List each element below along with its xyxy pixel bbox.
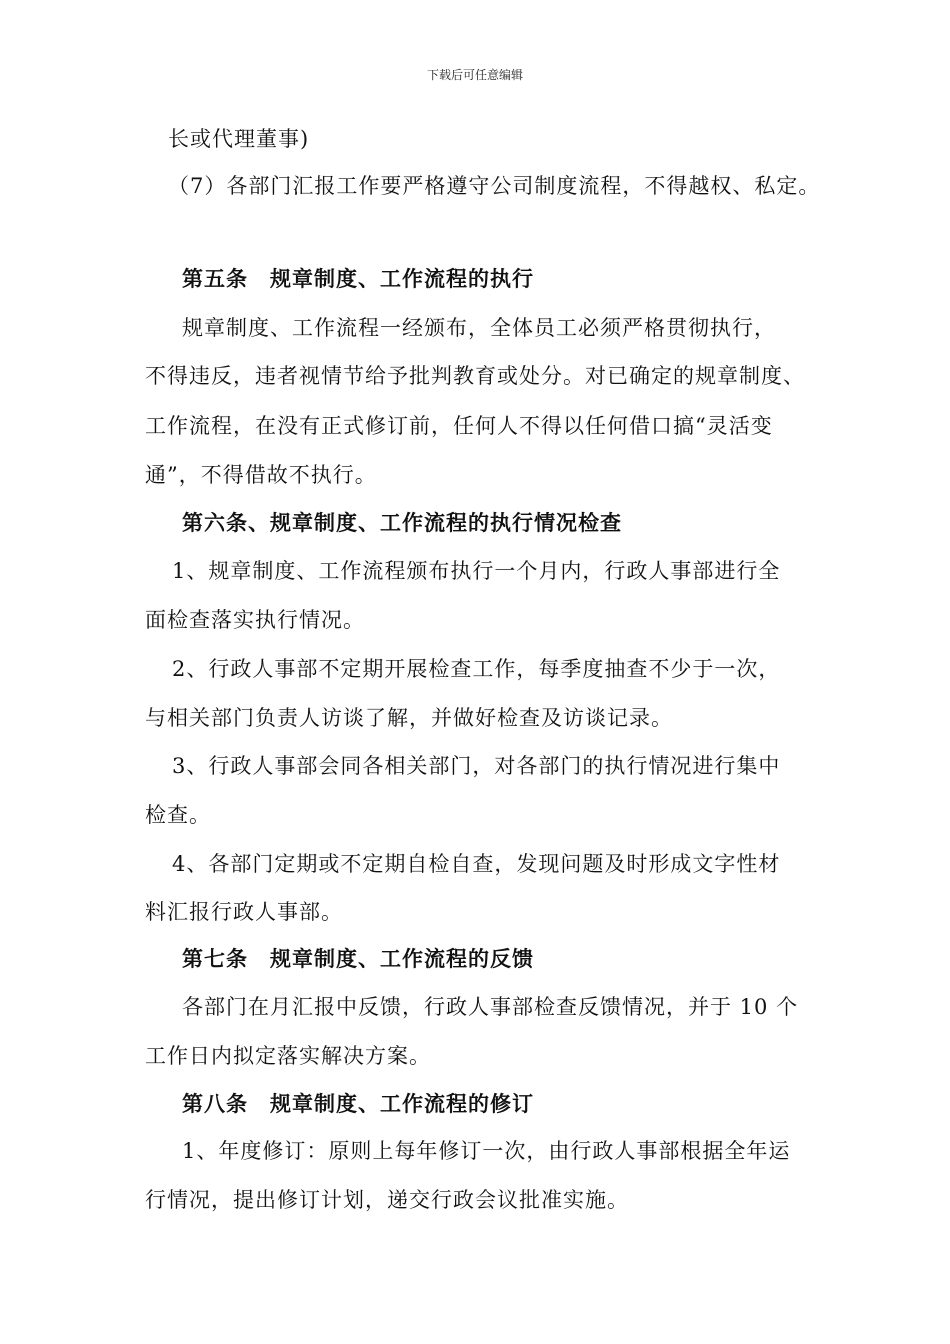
body-line: 料汇报行政人事部。 — [145, 900, 343, 924]
body-line: 行情况，提出修订计划，递交行政会议批准实施。 — [145, 1188, 629, 1212]
section-heading-6: 第六条、规章制度、工作流程的执行情况检查 — [182, 510, 622, 535]
body-line: 通”，不得借故不执行。 — [145, 463, 377, 487]
section-heading-7: 第七条 规章制度、工作流程的反馈 — [182, 946, 534, 971]
body-line: 1、年度修订：原则上每年修订一次，由行政人事部根据全年运 — [182, 1139, 791, 1163]
body-line: 3、行政人事部会同各相关部门，对各部门的执行情况进行集中 — [172, 754, 781, 778]
body-line: 工作流程，在没有正式修订前，任何人不得以任何借口搞“灵活变 — [145, 414, 773, 438]
body-line: （7）各部门汇报工作要严格遵守公司制度流程，不得越权、私定。 — [168, 174, 821, 198]
body-line: 4、各部门定期或不定期自检自查，发现问题及时形成文字性材 — [172, 852, 781, 876]
page-header: 下载后可任意编辑 — [426, 68, 523, 82]
section-heading-5: 第五条 规章制度、工作流程的执行 — [182, 266, 534, 291]
body-line: 2、行政人事部不定期开展检查工作，每季度抽查不少于一次， — [172, 657, 781, 681]
body-line: 长或代理董事) — [168, 127, 310, 151]
body-line: 面检查落实执行情况。 — [145, 608, 365, 632]
body-line: 不得违反，违者视情节给予批判教育或处分。对已确定的规章制度、 — [145, 364, 805, 388]
body-line: 工作日内拟定落实解决方案。 — [145, 1044, 431, 1068]
body-line: 各部门在月汇报中反馈，行政人事部检查反馈情况，并于 10 个 — [182, 995, 799, 1019]
body-line: 规章制度、工作流程一经颁布，全体员工必须严格贯彻执行， — [182, 316, 776, 340]
body-line: 1、规章制度、工作流程颁布执行一个月内，行政人事部进行全 — [172, 559, 781, 583]
body-line: 检查。 — [145, 803, 211, 827]
body-line: 与相关部门负责人访谈了解，并做好检查及访谈记录。 — [145, 706, 673, 730]
section-heading-8: 第八条 规章制度、工作流程的修订 — [182, 1091, 534, 1116]
